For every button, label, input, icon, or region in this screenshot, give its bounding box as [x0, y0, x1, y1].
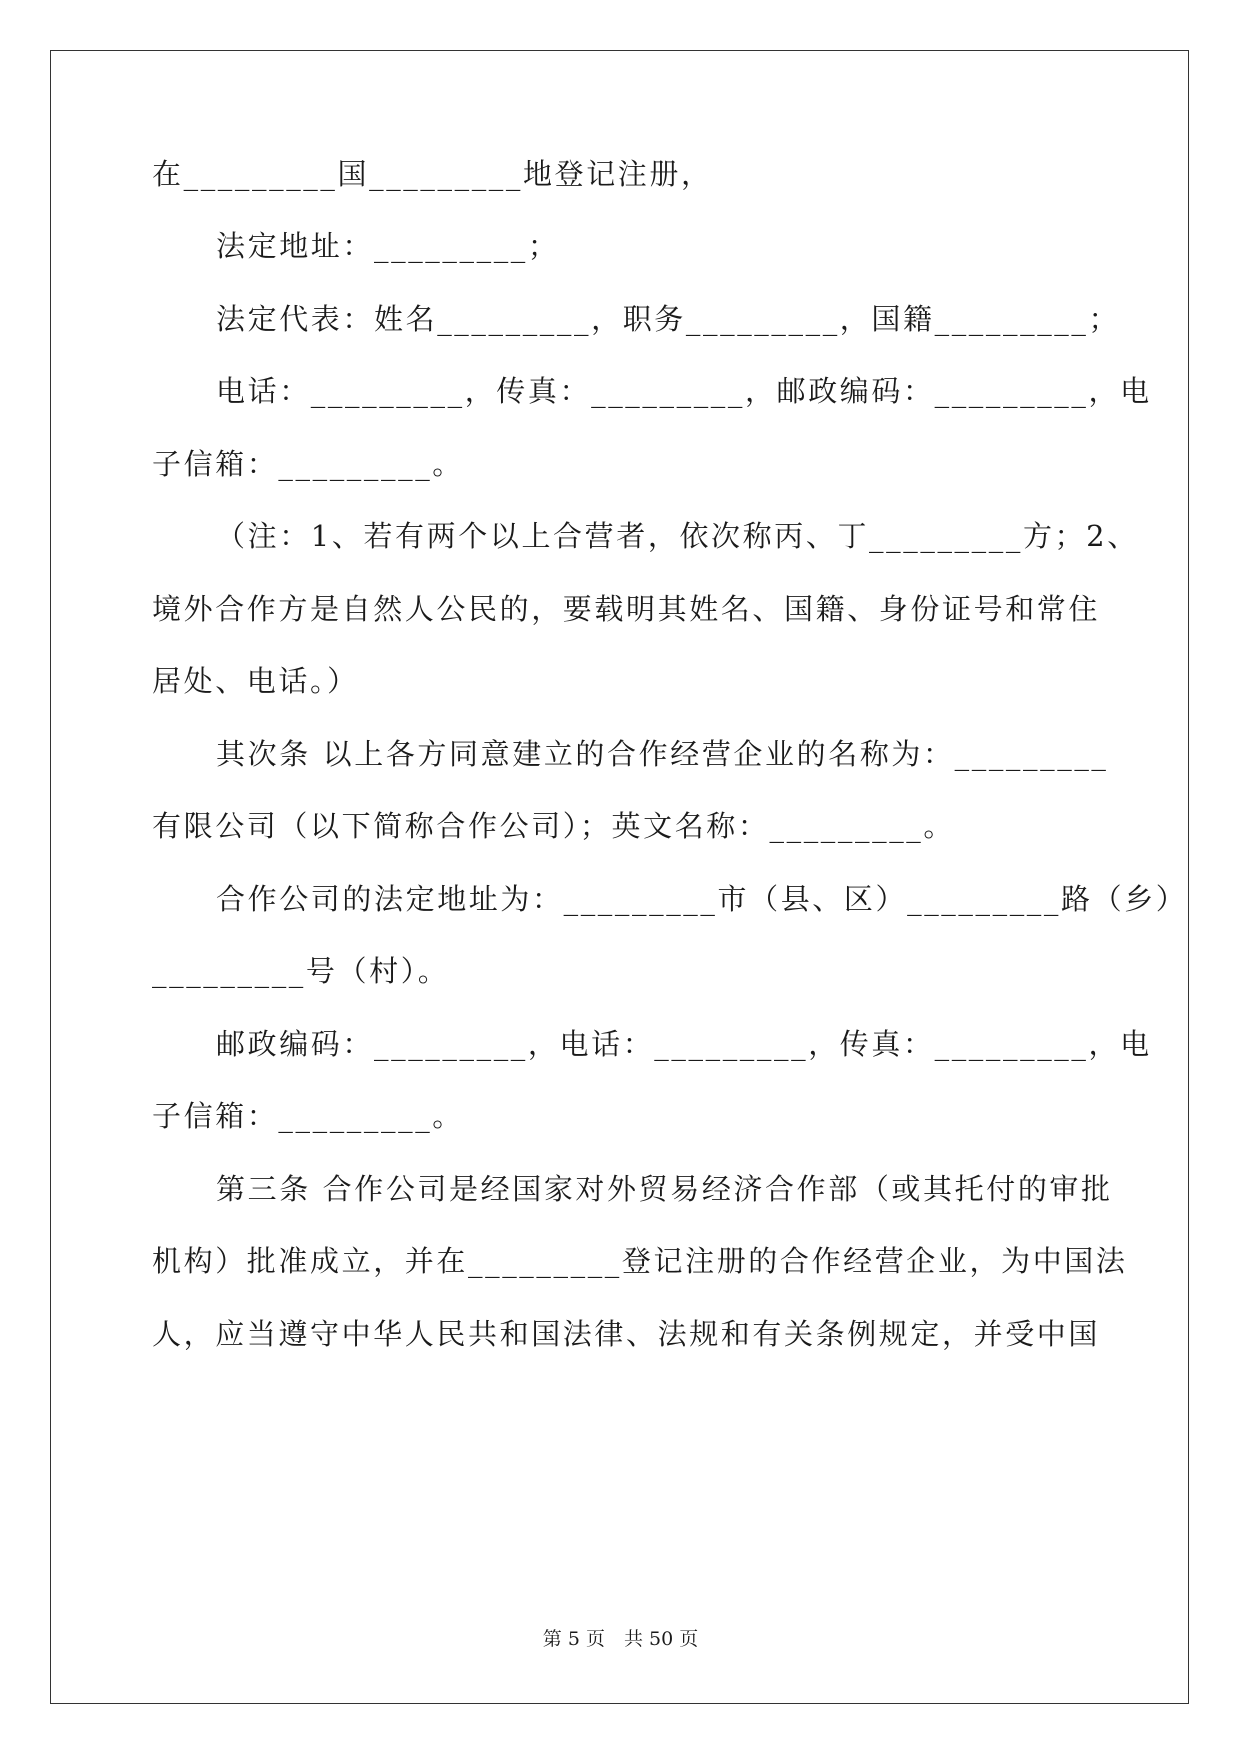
- text-line: 有限公司（以下简称合作公司）；英文名称：_________。: [152, 809, 956, 843]
- text-line: _________号（村）。: [152, 954, 450, 988]
- text-line: （注：1、若有两个以上合营者，依次称丙、丁_________方；2、: [216, 519, 1139, 553]
- text-line: 子信箱：_________。: [152, 447, 464, 481]
- text-line: 居处、电话。）: [152, 664, 359, 698]
- text-line: 法定地址：_________；: [216, 229, 560, 263]
- text-line: 境外合作方是自然人公民的，要载明其姓名、国籍、身份证号和常住: [152, 592, 1101, 626]
- page-number-footer: 第 5 页 共 50 页: [542, 1628, 699, 1650]
- text-line: 邮政编码：_________，电话：_________，传真：_________，电: [216, 1027, 1152, 1061]
- text-line: 合作公司的法定地址为：_________市（县、区）_________路（乡）: [216, 882, 1188, 916]
- text-line: 子信箱：_________。: [152, 1099, 464, 1133]
- page-border: [50, 50, 1189, 1704]
- text-line: 人，应当遵守中华人民共和国法律、法规和有关条例规定，并受中国: [152, 1317, 1101, 1351]
- text-line: 其次条 以上各方同意建立的合作经营企业的名称为：_________: [216, 737, 1109, 771]
- text-line: 电话：_________，传真：_________，邮政编码：_________，电: [216, 374, 1152, 408]
- text-line: 机构）批准成立，并在_________登记注册的合作经营企业，为中国法: [152, 1244, 1128, 1278]
- text-line: 第三条 合作公司是经国家对外贸易经济合作部（或其托付的审批: [216, 1172, 1113, 1206]
- text-line: 在_________国_________地登记注册，: [152, 157, 713, 191]
- text-line: 法定代表：姓名_________，职务_________，国籍_________；: [216, 302, 1121, 336]
